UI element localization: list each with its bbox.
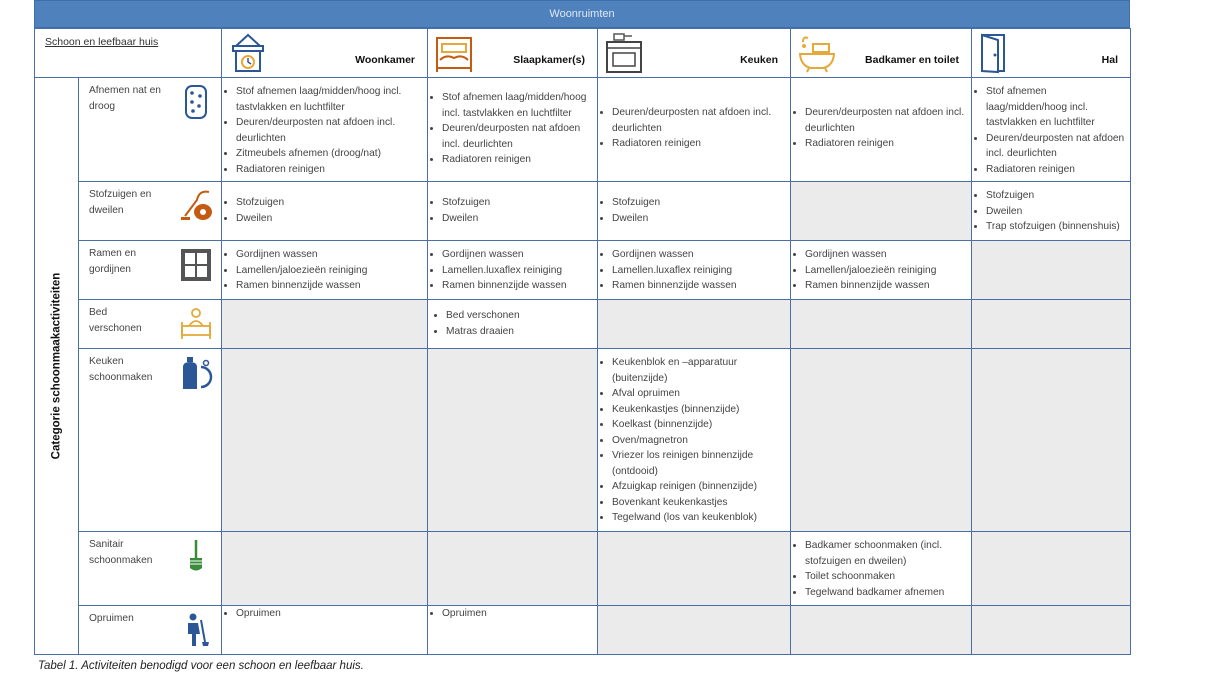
cell-keuken-badkamer: [791, 349, 972, 532]
list-item: • Bovenkant keukenkastjes: [612, 495, 786, 511]
row-bed: [35, 300, 1131, 349]
list-item: • Gordijnen wassen: [612, 247, 786, 263]
category-label: Afnemen nat en droog: [89, 85, 161, 112]
list-item: • Badkamer schoonmaken (incl. stofzuigen en dweilen): [805, 538, 967, 569]
category-label: Opruimen: [89, 613, 134, 624]
list-item: • Deuren/deurposten nat afdoen incl. deurlichten: [986, 131, 1126, 162]
cell-ramen-badkamer: [791, 241, 972, 300]
category-label: Keuken schoonmaken: [89, 356, 153, 383]
cell-sanitair-keuken: [598, 532, 791, 606]
row-sanitair: [35, 532, 1131, 606]
list-item: • Trap stofzuigen (binnenshuis): [986, 219, 1126, 235]
cell-stofzuigen-slaapkamer: [428, 182, 598, 241]
category-label: Ramen en gordijnen: [89, 248, 137, 275]
list-item: • Stof afnemen laag/midden/hoog incl. tastvlakken en luchtfilter: [442, 90, 593, 121]
bathtub-icon: [797, 32, 837, 74]
cell-afnemen-hal: [972, 78, 1131, 182]
header-corner: [35, 29, 222, 78]
cell-opruimen-woonkamer: [222, 606, 428, 655]
cell-keuken-woonkamer: [222, 349, 428, 532]
cell-bed-hal: [972, 300, 1131, 349]
category-vertical-label: Categorie schoonmaakactiviteiten: [49, 272, 62, 460]
list-item: • Toilet schoonmaken: [805, 569, 967, 585]
list-item: • Gordijnen wassen: [442, 247, 593, 263]
table-container: [34, 0, 1130, 655]
cell-opruimen-keuken: [598, 606, 791, 655]
window-icon: [179, 247, 213, 283]
list-item: • Ramen binnenzijde wassen: [612, 278, 786, 294]
list-item: • Lamellen.luxaflex reiniging: [612, 263, 786, 279]
vacuum-icon: [179, 188, 213, 224]
category-label: Stofzuigen en dweilen: [89, 189, 152, 216]
room-label: Keuken: [740, 53, 778, 66]
cell-ramen-hal: [972, 241, 1131, 300]
list-item: • Dweilen: [236, 211, 423, 227]
category-label: Sanitair schoonmaken: [89, 539, 153, 566]
cell-stofzuigen-badkamer: [791, 182, 972, 241]
category-vertical-header: [35, 78, 79, 655]
list-item: • Dweilen: [986, 204, 1126, 220]
cell-bed-keuken: [598, 300, 791, 349]
list-item: • Radiatoren reinigen: [805, 136, 967, 152]
room-label: Slaapkamer(s): [513, 53, 585, 66]
list-item: • Deuren/deurposten nat afdoen incl. deurlichten: [805, 105, 967, 136]
list-item: • Stofzuigen: [612, 195, 786, 211]
category-label: Bed verschonen: [89, 307, 142, 334]
list-item: • Ramen binnenzijde wassen: [442, 278, 593, 294]
cell-afnemen-woonkamer: [222, 78, 428, 182]
stove-icon: [604, 32, 644, 74]
category-afnemen: [79, 78, 222, 182]
cell-keuken-slaapkamer: [428, 349, 598, 532]
cell-sanitair-slaapkamer: [428, 532, 598, 606]
corner-link[interactable]: Schoon en leefbaar huis: [45, 36, 159, 48]
row-opruimen: [35, 606, 1131, 655]
list-item: • Radiatoren reinigen: [236, 162, 423, 178]
list-item: • Stofzuigen: [986, 188, 1126, 204]
category-keuken: [79, 349, 222, 532]
header-row: [35, 29, 1131, 78]
row-afnemen: [35, 78, 1131, 182]
category-opruimen: [79, 606, 222, 655]
cell-opruimen-slaapkamer: [428, 606, 598, 655]
header-woonkamer: [222, 29, 428, 78]
activities-table: [34, 28, 1131, 655]
list-item: • Opruimen: [442, 606, 487, 622]
list-item: • Stof afnemen laag/midden/hoog incl. tastvlakken en luchtfilter: [236, 84, 423, 115]
row-keuken: [35, 349, 1131, 532]
bed-icon: [434, 32, 474, 74]
cell-bed-woonkamer: [222, 300, 428, 349]
cell-stofzuigen-hal: [972, 182, 1131, 241]
list-item: • Dweilen: [612, 211, 786, 227]
list-item: • Gordijnen wassen: [805, 247, 967, 263]
room-label: Badkamer en toilet: [865, 53, 959, 66]
list-item: • Koelkast (binnenzijde): [612, 417, 786, 433]
cell-ramen-slaapkamer: [428, 241, 598, 300]
sponge-icon: [179, 84, 213, 120]
list-item: • Tegelwand (los van keukenblok): [612, 510, 786, 526]
cell-sanitair-woonkamer: [222, 532, 428, 606]
header-badkamer: [791, 29, 972, 78]
list-item: • Ramen binnenzijde wassen: [236, 278, 423, 294]
list-item: • Lamellen.luxaflex reiniging: [442, 263, 593, 279]
cell-sanitair-hal: [972, 532, 1131, 606]
list-item: • Keukenkastjes (binnenzijde): [612, 402, 786, 418]
list-item: • Matras draaien: [446, 324, 593, 340]
table-caption: Tabel 1. Activiteiten benodigd voor een schoon en leefbaar huis.: [38, 660, 364, 672]
cell-opruimen-badkamer: [791, 606, 972, 655]
cell-afnemen-keuken: [598, 78, 791, 182]
list-item: • Tegelwand badkamer afnemen: [805, 585, 967, 601]
list-item: • Opruimen: [236, 606, 281, 622]
toilet-brush-icon: [179, 538, 213, 574]
cell-keuken-hal: [972, 349, 1131, 532]
fireplace-icon: [228, 32, 268, 74]
list-item: • Deuren/deurposten nat afdoen incl. deurlichten: [442, 121, 593, 152]
list-item: • Radiatoren reinigen: [442, 152, 593, 168]
category-sanitair: [79, 532, 222, 606]
making-bed-icon: [179, 306, 213, 342]
cell-afnemen-badkamer: [791, 78, 972, 182]
category-ramen: [79, 241, 222, 300]
cell-ramen-woonkamer: [222, 241, 428, 300]
list-item: • Vriezer los reinigen binnenzijde (ontdooid): [612, 448, 786, 479]
cell-stofzuigen-woonkamer: [222, 182, 428, 241]
door-icon: [978, 32, 1018, 74]
cell-bed-slaapkamer: [428, 300, 598, 349]
list-item: • Stofzuigen: [236, 195, 423, 211]
cell-bed-badkamer: [791, 300, 972, 349]
list-item: • Gordijnen wassen: [236, 247, 423, 263]
list-item: • Keukenblok en –apparatuur (buitenzijde): [612, 355, 786, 386]
list-item: • Radiatoren reinigen: [986, 162, 1126, 178]
list-item: • Deuren/deurposten nat afdoen incl. deurlichten: [612, 105, 786, 136]
person-cleaning-icon: [179, 612, 213, 648]
cell-opruimen-hal: [972, 606, 1131, 655]
detergent-icon: [179, 355, 213, 391]
table-banner: Woonruimten: [34, 0, 1130, 28]
list-item: • Stof afnemen laag/midden/hoog incl. tastvlakken en luchtfilter: [986, 84, 1126, 131]
list-item: • Lamellen/jaloezieën reiniging: [236, 263, 423, 279]
cell-ramen-keuken: [598, 241, 791, 300]
header-keuken: [598, 29, 791, 78]
list-item: • Dweilen: [442, 211, 593, 227]
list-item: • Ramen binnenzijde wassen: [805, 278, 967, 294]
list-item: • Afzuigkap reinigen (binnenzijde): [612, 479, 786, 495]
room-label: Hal: [1101, 53, 1118, 66]
header-hal: [972, 29, 1131, 78]
row-ramen: [35, 241, 1131, 300]
list-item: • Bed verschonen: [446, 308, 593, 324]
category-bed: [79, 300, 222, 349]
cell-afnemen-slaapkamer: [428, 78, 598, 182]
list-item: • Stofzuigen: [442, 195, 593, 211]
list-item: • Lamellen/jaloezieën reiniging: [805, 263, 967, 279]
cell-keuken-keuken: [598, 349, 791, 532]
room-label: Woonkamer: [355, 53, 415, 66]
list-item: • Radiatoren reinigen: [612, 136, 786, 152]
list-item: • Afval opruimen: [612, 386, 786, 402]
cell-sanitair-badkamer: [791, 532, 972, 606]
cell-stofzuigen-keuken: [598, 182, 791, 241]
row-stofzuigen: [35, 182, 1131, 241]
list-item: • Deuren/deurposten nat afdoen incl. deurlichten: [236, 115, 423, 146]
list-item: • Zitmeubels afnemen (droog/nat): [236, 146, 423, 162]
category-stofzuigen: [79, 182, 222, 241]
list-item: • Oven/magnetron: [612, 433, 786, 449]
header-slaapkamer: [428, 29, 598, 78]
